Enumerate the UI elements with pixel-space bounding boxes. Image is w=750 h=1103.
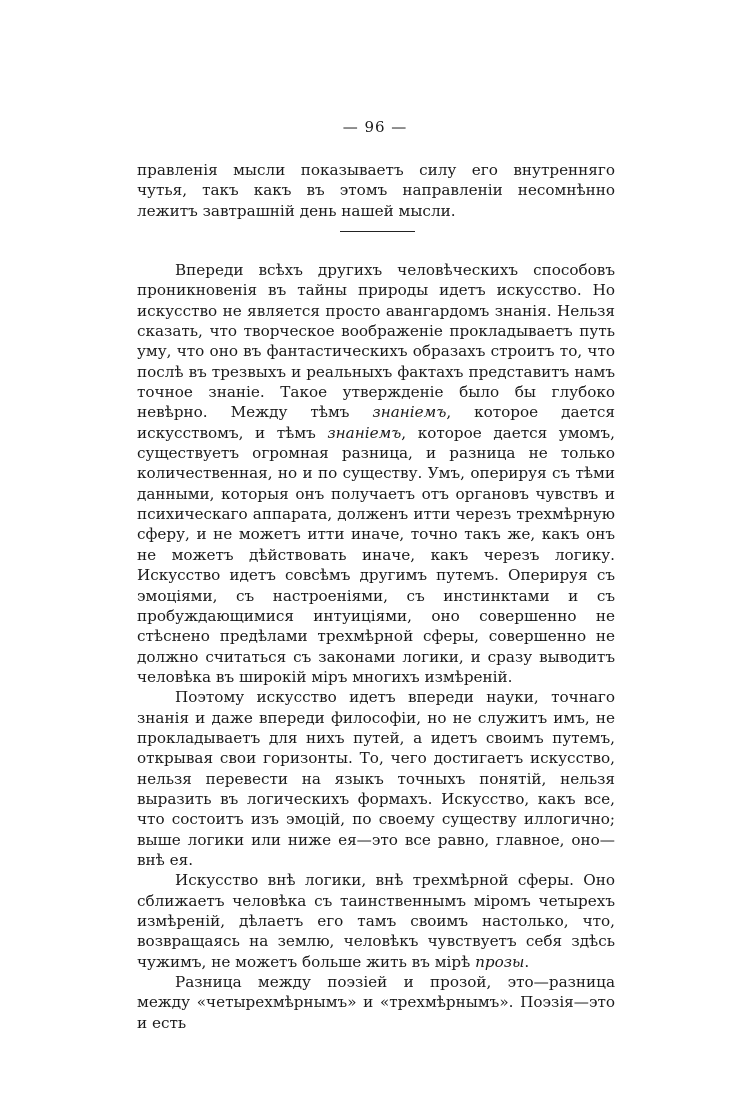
section-divider xyxy=(340,231,415,232)
intro-text-block xyxy=(137,160,615,221)
paragraph-4: Разница между поэзіей и прозой, это—разница между «четырехмѣрнымъ» и «трехмѣрнымъ». Поэзія—это и есть xyxy=(137,973,615,1032)
main-text-block xyxy=(137,260,615,1033)
paragraph-1-text-a: Впереди всѣхъ другихъ человѣческихъ способовъ проникновенія въ тайны природы идетъ искусство. Но искусство не является просто авангардомъ знанія. Нельзя сказать, что творческое воображеніе прокладываетъ путь уму, что оно въ фантастическихъ образахъ строитъ то, что послѣ въ трезвыхъ и реальныхъ фактахъ представитъ намъ точное знаніе. Такое утвержденіе было бы глубоко невѣрно. Между тѣмъ xyxy=(137,261,615,422)
paragraph-1-emphasis-a: знаніемъ xyxy=(372,403,447,422)
paragraph-1 xyxy=(137,260,615,687)
paragraph-3 xyxy=(137,870,615,972)
paragraph-3-text-b: . xyxy=(524,952,530,971)
paragraph-1-text-c: , которое дается умомъ, существуетъ огромная разница, и разница не только количественная, но и по существу. Умъ, оперируя съ тѣми данными, которыя онъ получаетъ отъ органовъ чувствъ и психическаго аппарата, долженъ итти черезъ трехмѣрную сферу, и не можетъ итти иначе, точно такъ же, какъ онъ не можетъ дѣйствовать иначе, какъ черезъ логику. Искусство идетъ совсѣмъ другимъ путемъ. Оперируя съ эмоціями, съ настроеніями, съ инстинктами и съ пробуждающимися интуиціями, оно совершенно не стѣснено предѣлами трехмѣрной сферы, совершенно не должно считаться съ законами логики, и сразу выводитъ человѣка въ широкій міръ многихъ измѣреній. xyxy=(137,423,615,686)
paragraph-3-text-a: Искусство внѣ логики, внѣ трехмѣрной сферы. Оно сближаетъ человѣка съ таинственнымъ міромъ четырехъ измѣреній, дѣлаетъ его тамъ своимъ настолько, что, возвращаясь на землю, человѣкъ чувствуетъ себя здѣсь чужимъ, не можетъ больше жить въ мірѣ xyxy=(137,871,615,971)
paragraph-1-text-b: , которое дается искусствомъ, и тѣмъ xyxy=(137,403,616,442)
intro-paragraph: правленія мысли показываетъ силу его внутренняго чутья, такъ какъ въ этомъ направленіи несомнѣнно лежитъ завтрашній день нашей мысли. xyxy=(137,161,615,220)
paragraph-2: Поэтому искусство идетъ впереди науки, точнаго знанія и даже впереди философіи, но не служитъ имъ, не прокладываетъ для нихъ путей, а идетъ своимъ путемъ, открывая свои горизонты. То, чего достигаетъ искусство, нельзя перевести на языкъ точныхъ понятій, нельзя выразить въ логическихъ формахъ. Искусство, какъ все, что состоитъ изъ эмоцій, по своему существу иллогично; выше логики или ниже ея—это все равно, главное, оно—внѣ ея. xyxy=(137,688,615,869)
paragraph-3-emphasis: прозы xyxy=(475,952,525,971)
page-number: — 96 — xyxy=(342,118,408,136)
paragraph-1-emphasis-b: знаніемъ xyxy=(327,423,402,442)
